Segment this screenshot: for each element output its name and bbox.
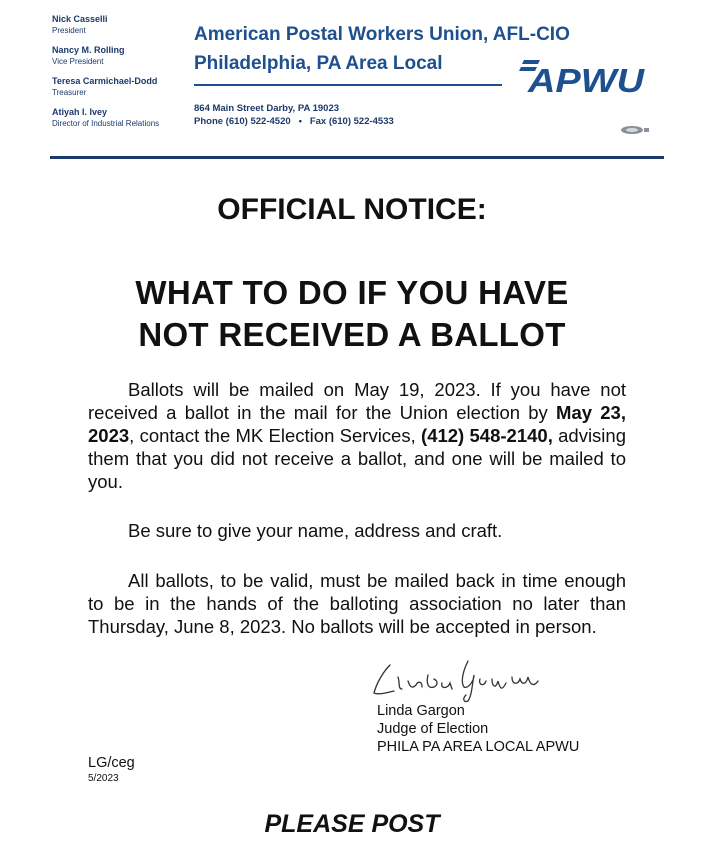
officer-role: Vice President [52, 57, 104, 66]
document-date-code: 5/2023 [88, 773, 119, 784]
officer-name: Teresa Carmichael-Dodd [52, 76, 158, 86]
officer-vice-president [52, 45, 192, 67]
officer-director [52, 107, 192, 129]
signer-organization: PHILA PA AREA LOCAL APWU [377, 739, 580, 755]
street-address: 864 Main Street Darby, PA 19023 [194, 103, 340, 114]
local-name: Philadelphia, PA Area Local [194, 53, 443, 74]
deadline-date: May 23, 2023 [88, 402, 626, 446]
contact-block [194, 102, 394, 128]
union-bug-icon [620, 124, 650, 136]
ballot-instructions-paragraph [88, 378, 626, 493]
local-underline [194, 84, 502, 86]
signer-title: Judge of Election [377, 721, 489, 737]
officer-name: Atiyah I. Ivey [52, 107, 108, 117]
official-notice-heading: OFFICIAL NOTICE: [217, 193, 487, 226]
header-divider [50, 156, 664, 159]
signer-block [377, 702, 579, 756]
notice-title-line-1: WHAT TO DO IF YOU HAVE [135, 274, 569, 311]
bullet-separator: • [298, 116, 302, 127]
phone-number: Phone (610) 522-4520 [194, 116, 291, 127]
p1-text-b: , contact the MK Election Services, [129, 425, 422, 446]
apwu-logo [516, 58, 648, 96]
fax-number: Fax (610) 522-4533 [309, 116, 394, 127]
union-name: American Postal Workers Union, AFL-CIO [194, 24, 570, 45]
typist-initials: LG/ceg [88, 755, 135, 771]
p1-text-a: Ballots will be mailed on May 19, 2023. If you have not received a ballot in the mail for the Union election by [88, 379, 626, 423]
signer-name: Linda Gargon [377, 703, 465, 719]
handwritten-signature [368, 655, 548, 705]
please-post-footer: PLEASE POST [264, 810, 440, 838]
ballot-validity-paragraph [88, 569, 626, 638]
p2-text: Be sure to give your name, address and craft. [128, 520, 503, 541]
officer-role: Director of Industrial Relations [52, 119, 160, 128]
officer-role: President [52, 26, 86, 35]
officer-treasurer [52, 76, 192, 98]
election-services-phone: (412) 548-2140, [421, 425, 553, 446]
officer-list [52, 14, 192, 138]
logo-text: APWU [526, 62, 646, 96]
officer-name: Nancy M. Rolling [52, 45, 125, 55]
officer-president [52, 14, 192, 36]
p3-text: All ballots, to be valid, must be mailed back in time enough to be in the hands of the balloting association no later than Thursday, June 8, 2023. No ballots will be accepted in person. [88, 570, 626, 637]
p1-text-c: advising them that you did not receive a ballot, and one will be mailed to you. [88, 425, 626, 492]
phone-fax-line [194, 115, 394, 128]
notice-title-line-2: NOT RECEIVED A BALLOT [138, 316, 566, 353]
notice-title [0, 272, 704, 356]
info-reminder-paragraph [88, 519, 626, 542]
officer-role: Treasurer [52, 88, 87, 97]
officer-name: Nick Casselli [52, 14, 108, 24]
